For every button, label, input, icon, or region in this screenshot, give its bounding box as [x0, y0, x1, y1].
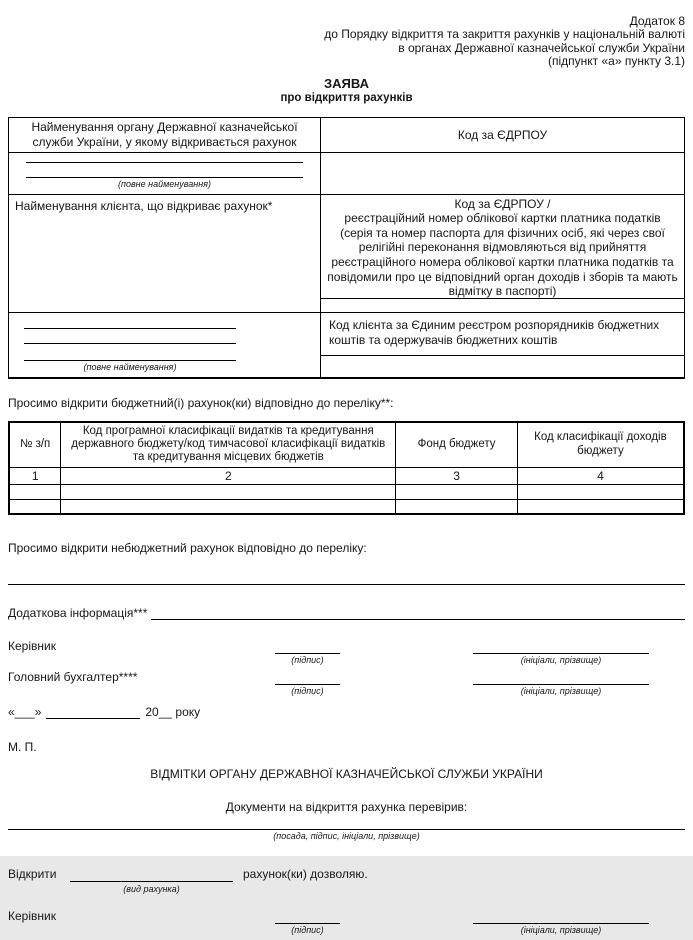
col-header-program-code: Код програмної класифікації видатків та кредитування державного бюджету/код тимчасової класифікації видатків та кредитування місцевих бюджетів [61, 422, 396, 468]
additional-info-label: Додаткова інформація*** [8, 606, 148, 621]
client-name-blank-line [24, 313, 236, 329]
client-name-fill-cell [9, 313, 320, 377]
accounts-table [8, 421, 685, 516]
col-header-income-code: Код класифікації доходів бюджету [517, 422, 684, 468]
date-year: 20__ року [145, 705, 201, 720]
column-number: 1 [9, 467, 61, 484]
client-name-blank-line [24, 329, 236, 344]
account-type-blank-line [70, 867, 233, 882]
treasury-head-signature-line [275, 923, 340, 936]
edrpou-tax-rest: реєстраційний номер облікової картки платника податків (серія та номер паспорта для фізичних осіб, які через свої релігійні переконання відмовляються від прийняття реєстраційного номера облікової картки платника податків та повідомили про це відповідний орган доходів і зборів та мають відмітку в паспорті) [327, 211, 678, 299]
date-day-quotes: «___» [8, 705, 42, 720]
document-subtitle: про відкриття рахунків [280, 91, 413, 104]
accountant-signature-row [8, 670, 685, 701]
edrpou-tax-value-cell [321, 299, 684, 313]
budget-request-paragraph: Просимо відкрити бюджетний(і) рахунок(ки) відповідно до переліку**: [8, 395, 394, 410]
col-header-budget-fund: Фонд бюджету [396, 422, 518, 468]
nonbudget-fill-line [8, 584, 685, 585]
org-client-table-left-column [9, 118, 320, 377]
documents-checked-label: Документи на відкриття рахунка перевірив: [225, 800, 468, 815]
date-month-blank-line [46, 706, 140, 719]
empty-cell [61, 484, 396, 499]
empty-cell [517, 484, 684, 499]
appendix-block [0, 0, 693, 69]
appendix-line: Додаток 8 [629, 14, 685, 28]
full-name-caption: (повне найменування) [118, 178, 211, 189]
accounts-table-empty-row [9, 499, 684, 514]
appendix-line: до Порядку відкриття та закриття рахунків у національній валюті [324, 27, 685, 42]
initials-surname-caption: (ініціали, прізвище) [520, 655, 602, 666]
client-name-blank-line [24, 344, 236, 361]
initials-surname-caption: (ініціали, прізвище) [520, 686, 602, 697]
edrpou-tax-number-header-cell [321, 195, 684, 299]
column-number: 2 [61, 467, 396, 484]
additional-info-blank-line [151, 606, 685, 620]
checked-by-fill-line [8, 829, 685, 830]
signature-caption: (підпис) [291, 925, 324, 936]
accountant-signature-line [275, 684, 340, 697]
document-title: ЗАЯВА [323, 75, 369, 91]
open-permission-row [8, 867, 685, 895]
column-number: 4 [517, 467, 684, 484]
treasury-head-signature-row [8, 909, 685, 940]
empty-cell [9, 484, 61, 499]
empty-cell [61, 499, 396, 514]
signature-caption: (підпис) [291, 686, 324, 697]
col-header-number: № з/п [9, 422, 61, 468]
appendix-line: в органах Державної казначейської служби України [398, 40, 685, 55]
accounts-table-header-row [9, 422, 684, 468]
accounts-table-numbering-row [9, 467, 684, 484]
accountant-name-line [473, 684, 649, 697]
empty-cell [396, 499, 518, 514]
account-type-caption: (вид рахунка) [123, 884, 180, 895]
treasury-head-name-line [473, 923, 649, 936]
treasury-marks-title: ВІДМІТКИ ОРГАНУ ДЕРЖАВНОЇ КАЗНАЧЕЙСЬКОЇ СЛУЖБИ УКРАЇНИ [150, 767, 543, 782]
full-name-caption: (повне найменування) [83, 361, 177, 372]
edrpou-code-value-cell [321, 153, 684, 195]
head-signature-row [8, 639, 685, 670]
accountant-label: Головний бухгалтер**** [8, 670, 138, 685]
client-name-header-cell: Найменування клієнта, що відкриває рахунок* [9, 195, 320, 313]
head-label: Керівник [8, 639, 56, 654]
empty-cell [9, 499, 61, 514]
initials-surname-caption: (ініціали, прізвище) [520, 925, 602, 936]
seal-place-label: М. П. [8, 740, 37, 755]
org-client-table [8, 117, 685, 379]
additional-info-row [8, 606, 685, 620]
appendix-line: (підпункт «а» пункту 3.1) [547, 54, 685, 69]
open-suffix: рахунок(ки) дозволяю. [243, 867, 368, 882]
org-client-table-right-column [320, 118, 684, 377]
nonbudget-request-paragraph: Просимо відкрити небюджетний рахунок відповідно до переліку: [8, 541, 367, 556]
open-prefix: Відкрити [8, 867, 57, 882]
empty-cell [517, 499, 684, 514]
accounts-table-empty-row [9, 484, 684, 499]
edrpou-code-header-cell: Код за ЄДРПОУ [321, 118, 684, 153]
organ-name-blank-line [26, 163, 303, 178]
client-registry-code-value-cell [321, 356, 684, 377]
treasury-head-label: Керівник [8, 909, 56, 924]
client-registry-code-header-cell: Код клієнта за Єдиним реєстром розпорядників бюджетних коштів та одержувачів бюджетних коштів [321, 313, 684, 356]
treasury-organ-header-cell: Найменування органу Державної казначейської служби України, у якому відкривається рахунок [9, 118, 320, 153]
head-name-line [473, 653, 649, 666]
date-row [8, 705, 685, 719]
organ-name-blank-line [26, 153, 303, 163]
edrpou-tax-line1: Код за ЄДРПОУ / [454, 196, 551, 211]
organ-name-fill-cell [9, 153, 320, 195]
empty-cell [396, 484, 518, 499]
signature-caption: (підпис) [291, 655, 324, 666]
position-signature-caption: (посада, підпис, ініціали, прізвище) [273, 831, 420, 842]
head-signature-line [275, 653, 340, 666]
column-number: 3 [396, 467, 518, 484]
